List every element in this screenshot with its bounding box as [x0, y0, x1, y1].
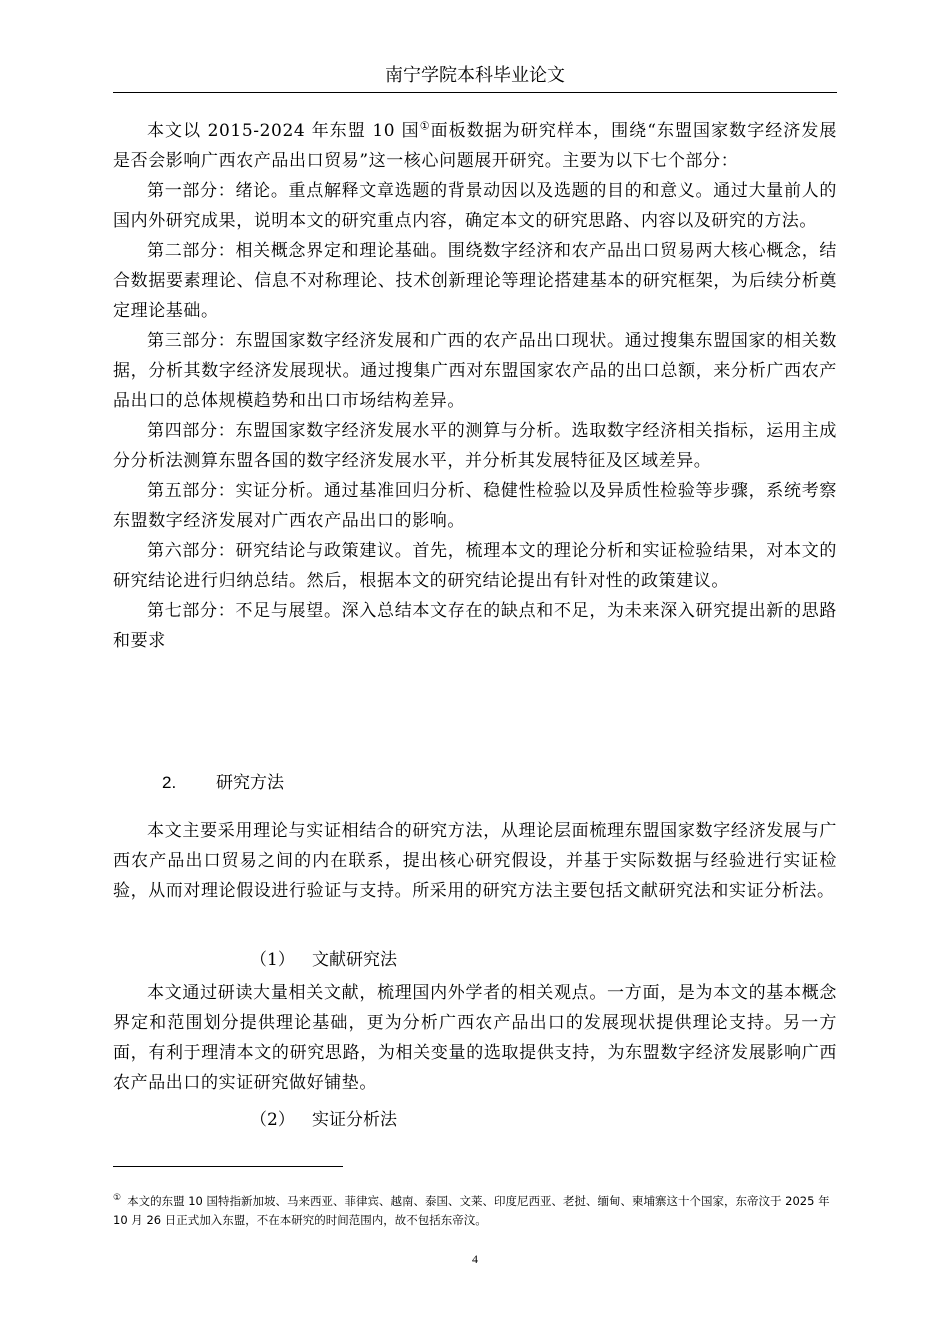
page-number: 4 [472, 1252, 478, 1266]
part-6-paragraph: 第六部分：研究结论与政策建议。首先，梳理本文的理论分析和实证检验结果，对本文的研究结论进行归纳总结。然后，根据本文的研究结论提出有针对性的政策建议。 [113, 541, 837, 591]
header-rule [113, 92, 837, 93]
part-3-paragraph: 第三部分：东盟国家数字经济发展和广西的农产品出口现状。通过搜集东盟国家的相关数据，分析其数字经济发展现状。通过搜集广西对东盟国家农产品的出口总额，来分析广西农产品出口的总体规模趋势和出口市场结构差异。 [113, 331, 837, 411]
literature-method-paragraph: 本文通过研读大量相关文献，梳理国内外学者的相关观点。一方面，是为本文的基本概念界定和范围划分提供理论基础，更为分析广西农产品出口的发展现状提供理论支持。另一方面，有利于理清本文的研究思路，为相关变量的选取提供支持，为东盟数字经济发展影响广西农产品出口的实证研究做好铺垫。 [113, 983, 837, 1093]
subheading-number: （2） [250, 1110, 295, 1130]
intro-text-end: 面板数据为研究样本，围绕“东盟国家数字经济发展是否会影响广西农产品出口贸易”这一核心问题展开研究。主要为以下七个部分： [113, 121, 838, 171]
subheading-title: 实证分析法 [312, 1110, 397, 1130]
part-1-paragraph: 第一部分：绪论。重点解释文章选题的背景动因以及选题的目的和意义。通过大量前人的国内外研究成果，说明本文的研究重点内容，确定本文的研究思路、内容以及研究的方法。 [113, 181, 837, 231]
section-number: 2. [162, 773, 177, 792]
methods-intro-block [113, 816, 837, 906]
subheading-number: （1） [250, 950, 295, 970]
section-title: 研究方法 [216, 773, 284, 793]
footnote-mark: ① [113, 1193, 122, 1204]
part-5-paragraph: 第五部分：实证分析。通过基准回归分析、稳健性检验以及异质性检验等步骤，系统考察东盟数字经济发展对广西农产品出口的影响。 [113, 481, 837, 531]
part-7-paragraph: 第七部分：不足与展望。深入总结本文存在的缺点和不足，为未来深入研究提出新的思路和要求 [113, 601, 837, 651]
intro-text-start: 本文以 2015-2024 年东盟 10 国 [147, 121, 420, 141]
subheading-title: 文献研究法 [312, 950, 397, 970]
subheading-literature-method [250, 948, 397, 972]
subheading-empirical-method [250, 1108, 397, 1132]
methods-intro-paragraph: 本文主要采用理论与实证相结合的研究方法，从理论层面梳理东盟国家数字经济发展与广西农产品出口贸易之间的内在联系，提出核心研究假设，并基于实际数据与经验进行实证检验，从而对理论假设进行验证与支持。所采用的研究方法主要包括文献研究法和实证分析法。 [113, 821, 837, 901]
footnote-reference[interactable]: ① [419, 119, 431, 133]
footnote [113, 1192, 837, 1230]
section-heading-research-methods [162, 771, 284, 795]
footnote-text: 本文的东盟 10 国特指新加坡、马来西亚、菲律宾、越南、泰国、文莱、印度尼西亚、老挝、缅甸、柬埔寨这十个国家，东帝汶于 2025 年 10 月 26 日正式加入东盟，不在本研究的时间范围内，故不包括东帝汶。 [113, 1194, 830, 1227]
page-header: 南宁学院本科毕业论文 [385, 65, 565, 86]
literature-method-block [113, 978, 837, 1098]
part-4-paragraph: 第四部分：东盟国家数字经济发展水平的测算与分析。选取数字经济相关指标，运用主成分分析法测算东盟各国的数字经济发展水平，并分析其发展特征及区域差异。 [113, 421, 837, 471]
intro-paragraph [113, 116, 837, 176]
footnote-separator [113, 1166, 343, 1167]
part-2-paragraph: 第二部分：相关概念界定和理论基础。围绕数字经济和农产品出口贸易两大核心概念，结合数据要素理论、信息不对称理论、技术创新理论等理论搭建基本的研究框架，为后续分析奠定理论基础。 [113, 241, 837, 321]
intro-block [113, 116, 837, 656]
